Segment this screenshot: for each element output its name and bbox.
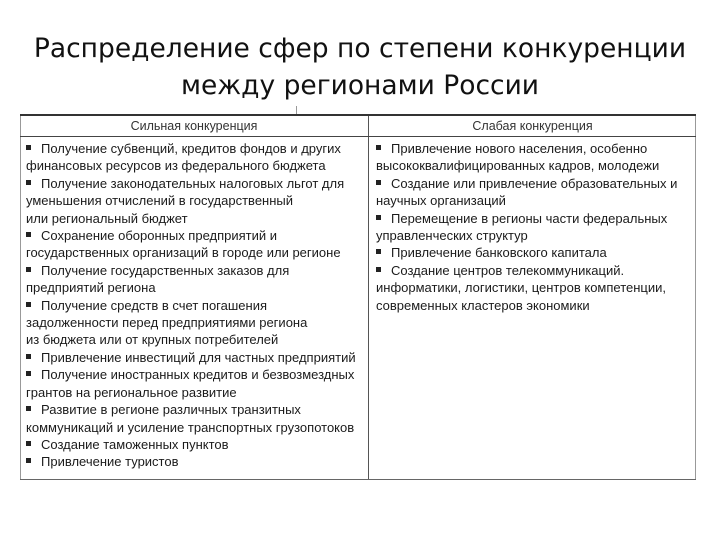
slide-title — [0, 30, 720, 104]
list-item-text: уменьшения отчислений в государственный — [26, 193, 294, 209]
list-item — [26, 349, 364, 366]
header-weak-competition: Слабая конкуренция — [472, 119, 593, 133]
bullet-icon — [26, 441, 31, 446]
list-item-text: Создание центров телекоммуникаций. — [391, 262, 625, 278]
list-item-line — [26, 436, 364, 453]
list-item-line — [26, 331, 364, 348]
list-item-line — [26, 419, 364, 436]
list-item-line — [26, 192, 364, 209]
list-item-line — [26, 297, 364, 314]
list-item-text: информатики, логистики, центров компетенции, — [376, 280, 666, 296]
list-item-text: Привлечение банковского капитала — [391, 245, 607, 261]
list-item — [26, 175, 364, 227]
list-item — [26, 453, 364, 470]
list-item-line — [26, 244, 364, 261]
list-item-line — [376, 262, 692, 279]
list-item-line — [26, 157, 364, 174]
list-item-text: Создание таможенных пунктов — [41, 436, 229, 452]
competition-table — [20, 114, 696, 480]
weak-competition-cell — [376, 140, 692, 314]
list-item — [26, 366, 364, 401]
bullet-icon — [26, 371, 31, 376]
bullet-icon — [26, 232, 31, 237]
bullet-icon — [26, 180, 31, 185]
list-item-text: Сохранение оборонных предприятий и — [41, 228, 278, 244]
list-item-line — [26, 453, 364, 470]
list-item — [376, 244, 692, 261]
list-item-line — [26, 314, 364, 331]
list-item-text: грантов на региональное развитие — [26, 384, 237, 400]
bullet-icon — [26, 406, 31, 411]
list-item-text: финансовых ресурсов из федерального бюджета — [26, 158, 326, 174]
list-item-line — [376, 175, 692, 192]
list-item-line — [26, 262, 364, 279]
list-item-line — [376, 140, 692, 157]
list-item-line — [376, 192, 692, 209]
list-item — [26, 262, 364, 297]
list-item-text: Получение законодательных налоговых льгот для — [41, 175, 345, 191]
bullet-icon — [376, 249, 381, 254]
list-item-text: из бюджета или от крупных потребителей — [26, 332, 279, 348]
bullet-icon — [26, 458, 31, 463]
list-item — [26, 297, 364, 349]
list-item-text: научных организаций — [376, 193, 506, 209]
bullet-icon — [26, 267, 31, 272]
list-item — [376, 175, 692, 210]
list-item-text: Получение средств в счет погашения — [41, 297, 267, 313]
list-item-line — [26, 366, 364, 383]
slide-title-line-2: между регионами России — [180, 70, 540, 101]
list-item-text: Получение государственных заказов для — [41, 262, 290, 278]
list-item-line — [26, 279, 364, 296]
bullet-icon — [26, 302, 31, 307]
bullet-icon — [376, 215, 381, 220]
bullet-icon — [26, 145, 31, 150]
list-item — [26, 140, 364, 175]
list-item-line — [376, 279, 692, 296]
list-item-text: высококвалифицированных кадров, молодежи — [376, 158, 660, 174]
list-item-text: Привлечение инвестиций для частных предприятий — [41, 349, 356, 365]
list-item-text: Развитие в регионе различных транзитных — [41, 402, 301, 418]
list-item-text: государственных организаций в городе или регионе — [26, 245, 341, 261]
table-right-edge — [695, 116, 696, 479]
list-item — [26, 401, 364, 436]
list-item-text: или региональный бюджет — [26, 210, 188, 226]
strong-competition-cell — [26, 140, 364, 471]
list-item-text: Привлечение туристов — [41, 454, 179, 470]
column-divider — [368, 116, 369, 479]
list-item-line — [26, 175, 364, 192]
table-header-row — [20, 116, 696, 137]
slide-title-line-1: Распределение сфер по степени конкуренции — [33, 33, 687, 64]
list-item — [376, 140, 692, 175]
list-item-text: Получение иностранных кредитов и безвозмездных — [41, 367, 355, 383]
list-item-line — [376, 210, 692, 227]
bullet-icon — [376, 180, 381, 185]
list-item-text: управленческих структур — [376, 228, 528, 244]
bullet-icon — [26, 354, 31, 359]
list-item-line — [26, 227, 364, 244]
list-item-line — [26, 349, 364, 366]
list-item-line — [376, 157, 692, 174]
list-item-line — [26, 140, 364, 157]
bullet-icon — [376, 267, 381, 272]
list-item-text: коммуникаций и усиление транспортных грузопотоков — [26, 419, 355, 435]
list-item-text: Создание или привлечение образовательных и — [391, 175, 678, 191]
list-item-text: Привлечение нового населения, особенно — [391, 141, 648, 156]
list-item — [26, 436, 364, 453]
list-item-text: Перемещение в регионы части федеральных — [391, 210, 668, 226]
bullet-icon — [376, 145, 381, 150]
list-item-line — [376, 227, 692, 244]
list-item-text: предприятий региона — [26, 280, 156, 296]
table-left-edge — [20, 116, 21, 479]
list-item-line — [26, 401, 364, 418]
stray-mark — [296, 106, 297, 114]
list-item — [376, 262, 692, 314]
list-item — [376, 210, 692, 245]
list-item-text: современных кластеров экономики — [376, 297, 590, 313]
list-item-text: Получение субвенций, кредитов фондов и других — [41, 141, 341, 156]
list-item-line — [26, 210, 364, 227]
list-item — [26, 227, 364, 262]
header-strong-competition: Сильная конкуренция — [130, 119, 258, 133]
list-item-line — [376, 297, 692, 314]
list-item-line — [376, 244, 692, 261]
list-item-line — [26, 384, 364, 401]
list-item-text: задолженности перед предприятиями региона — [26, 315, 308, 331]
